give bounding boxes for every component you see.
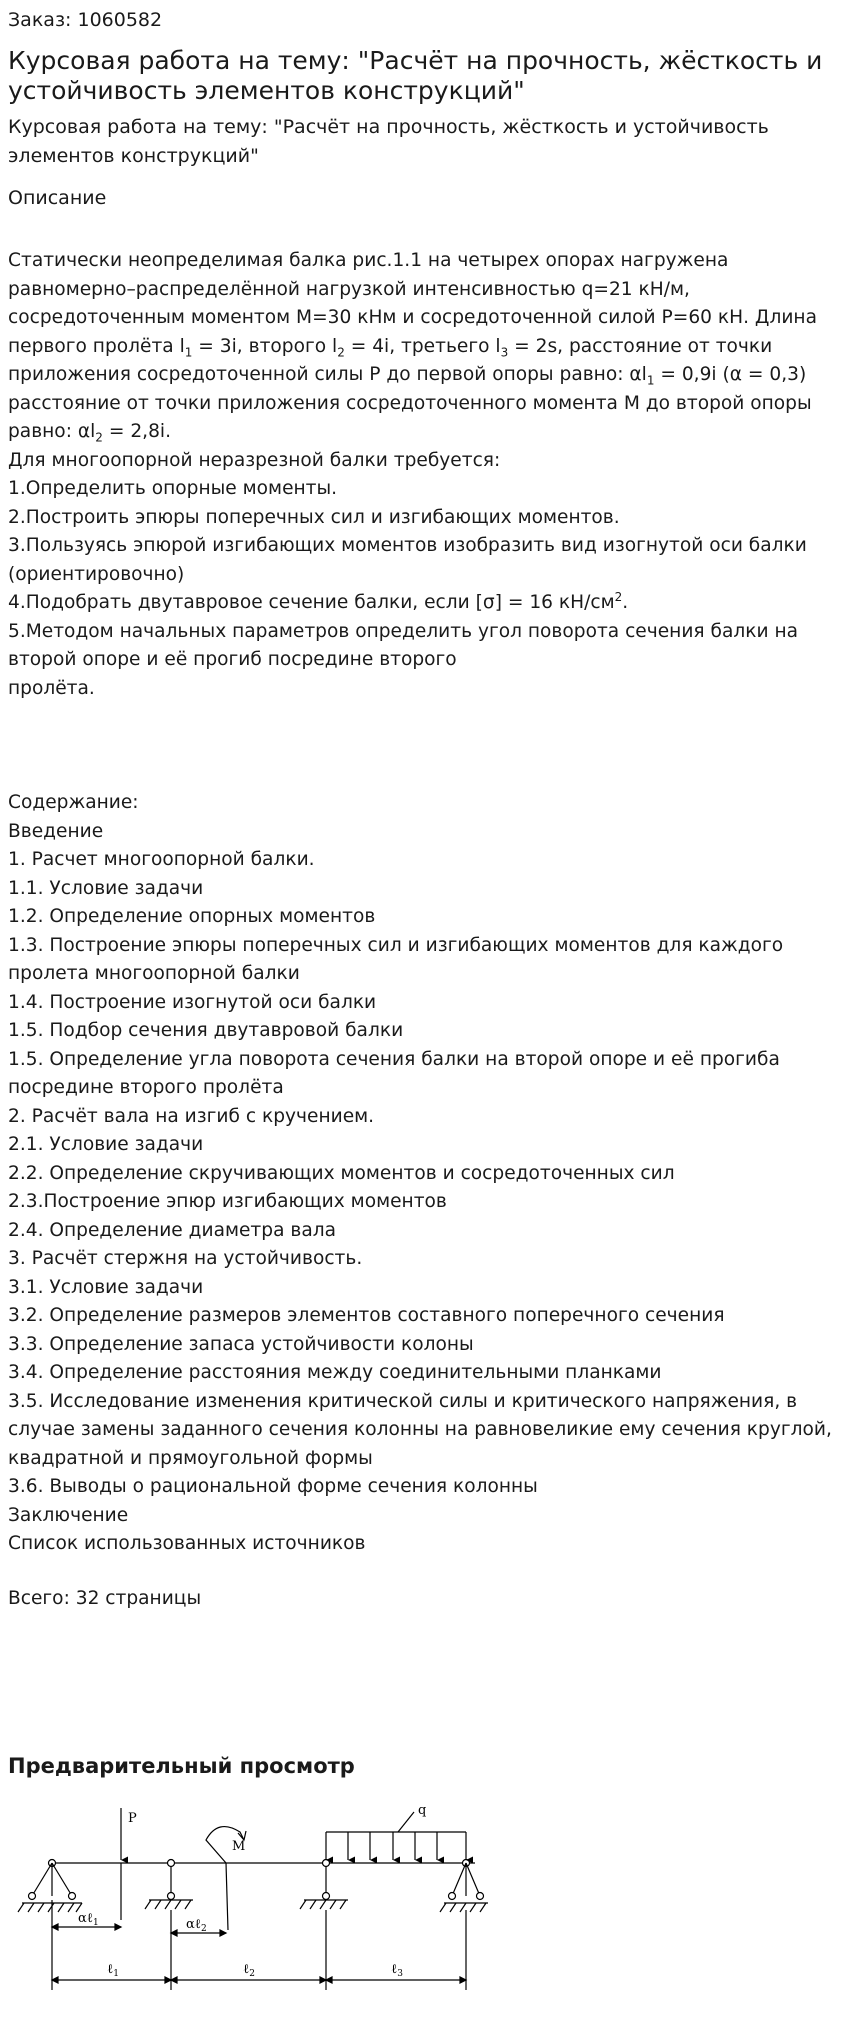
- distributed-load: [326, 1812, 466, 1860]
- requirement-item: 5.Методом начальных параметров определить угол поворота сечения балки на второй опоре и её прогиб посредине второго: [8, 620, 799, 670]
- support-3: [300, 1860, 348, 1910]
- toc-item: 1.2. Определение опорных моментов: [8, 906, 376, 927]
- toc-item: 2.4. Определение диаметра вала: [8, 1219, 337, 1241]
- toc-item: 1.5. Определение угла поворота сечения балки на второй опоре и её прогиба посредине второго пролёта: [8, 1048, 780, 1098]
- requirement-item: 1.Определить опорные моменты.: [8, 478, 338, 499]
- page-title: Курсовая работа на тему: "Расчёт на прочность, жёсткость и устойчивость элементов конструкций": [8, 46, 823, 105]
- toc-item: 3.3. Определение запаса устойчивости колоны: [8, 1333, 474, 1355]
- page-count: Всего: 32 страницы: [8, 1588, 202, 1609]
- toc-item: 1. Расчет многоопорной балки.: [8, 849, 315, 870]
- toc-item: 1.5. Подбор сечения двутавровой балки: [8, 1020, 404, 1041]
- table-of-contents: [8, 789, 840, 1559]
- task-paragraph: Статически неопределимая балка рис.1.1 на четырех опорах нагружена равномерно–распределённой нагрузкой интенсивностью q=21 кН/м, сосредоточенным моментом М=30 кНм и сосредоточенной силой P=60 кН. Длина первого пролёта $l_1 = 3i$, второго $l_2 = 4i$, третьего $l_3 = 2s$, расстояние от точки приложения сосредоточенной силы Р до первой опоры равно: $\alpha l_1 = 0,9i$ (α = 0,3) расстояние от точки приложения сосредоточенного момента М до второй опоры равно: $\alpha l_2 = 2,8i$.: [8, 250, 817, 445]
- support-4: [440, 1860, 488, 1913]
- toc-item: 1.4. Построение изогнутой оси балки: [8, 991, 377, 1013]
- toc-item: Введение: [8, 820, 104, 842]
- toc-item: Список использованных источников: [8, 1533, 366, 1554]
- page-subtitle: Курсовая работа на тему: "Расчёт на прочность, жёсткость и устойчивость элементов конструкций": [8, 116, 769, 167]
- preview-heading: Предварительный просмотр: [8, 1754, 355, 1778]
- requirement-item: 3.Пользуясь эпюрой изгибающих моментов изобразить вид изогнутой оси балки (ориентировочно): [8, 535, 807, 585]
- toc-item: 3.5. Исследование изменения критической силы и критического напряжения, в случае замены заданного сечения колонны на равновеликие ему сечения круглой, квадратной и прямоугольной формы: [8, 1390, 832, 1469]
- toc-item: 2.2. Определение скручивающих моментов и сосредоточенных сил: [8, 1162, 675, 1184]
- requirements-intro: Для многоопорной неразрезной балки требуется:: [8, 449, 501, 471]
- toc-item: 2. Расчёт вала на изгиб с кручением.: [8, 1105, 375, 1127]
- description-body: [8, 247, 840, 703]
- toc-item: 1.1. Условие задачи: [8, 877, 204, 899]
- beam-diagram: [8, 1800, 508, 2000]
- label-m: M: [232, 1839, 246, 1854]
- toc-item: 3.4. Определение расстояния между соединительными планками: [8, 1362, 662, 1383]
- toc-item: 1.3. Построение эпюры поперечных сил и изгибающих моментов для каждого пролета многоопорной балки: [8, 934, 784, 984]
- toc-item: 3.6. Выводы о рациональной форме сечения колонны: [8, 1476, 538, 1497]
- label-l1: ℓ$_1$: [107, 1962, 119, 1979]
- label-al1: αℓ$_1$: [78, 1911, 99, 1928]
- toc-item: 2.1. Условие задачи: [8, 1134, 204, 1155]
- toc-item: 3. Расчёт стержня на устойчивость.: [8, 1248, 363, 1269]
- toc-item: 3.2. Определение размеров элементов составного поперечного сечения: [8, 1305, 725, 1326]
- requirement-item-cont: пролёта.: [8, 677, 95, 699]
- toc-heading: Содержание:: [8, 792, 139, 813]
- toc-item: Заключение: [8, 1504, 129, 1526]
- label-al2: αℓ$_2$: [186, 1917, 207, 1934]
- description-heading: Описание: [8, 187, 107, 209]
- order-number: Заказ: 1060582: [8, 9, 163, 31]
- label-l2: ℓ$_2$: [243, 1962, 255, 1979]
- toc-item: 2.3.Построение эпюр изгибающих моментов: [8, 1191, 447, 1212]
- label-l3: ℓ$_3$: [391, 1962, 403, 1979]
- label-p: P: [128, 1811, 137, 1826]
- support-1: [18, 1860, 82, 1913]
- requirement-item: 4.Подобрать двутавровое сечение балки, если [σ] = 16 $кН/см^2$.: [8, 589, 629, 613]
- requirement-item: 2.Построить эпюры поперечных сил и изгибающих моментов.: [8, 506, 620, 528]
- support-2: [145, 1860, 193, 1910]
- toc-item: 3.1. Условие задачи: [8, 1276, 204, 1298]
- label-q: q: [418, 1803, 427, 1818]
